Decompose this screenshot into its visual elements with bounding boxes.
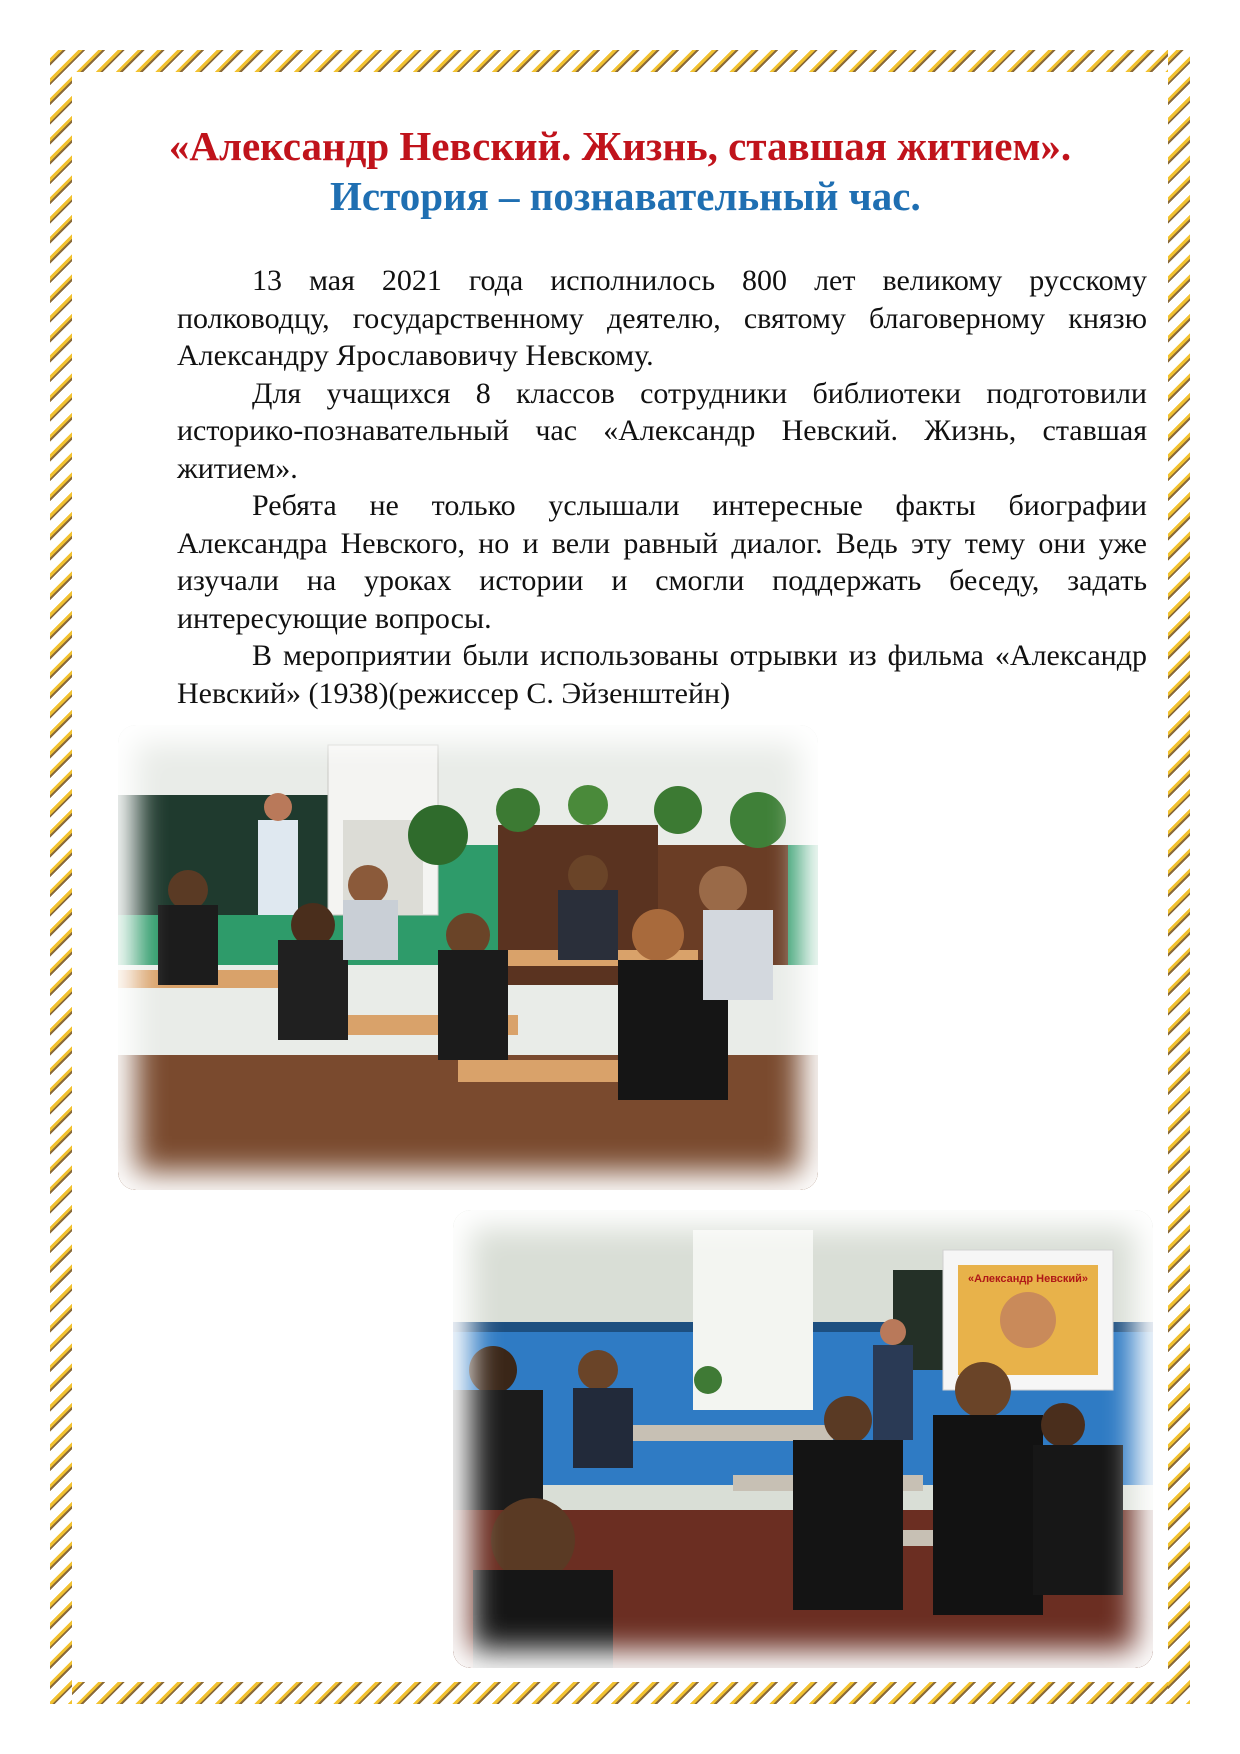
screen-title-text: «Александр Невский» <box>968 1273 1088 1285</box>
paragraph-2: Для учащихся 8 классов сотрудники библиотеки подготовили историко-познавательный час «Александр Невский. Жизнь, ставшая житием». <box>177 376 1147 485</box>
pencil-border-left <box>50 50 72 1704</box>
page-subtitle: История – познавательный час. <box>330 173 921 219</box>
page-title: «Александр Невский. Жизнь, ставшая житием». <box>168 123 1072 169</box>
paragraph-3: Ребята не только услышали интересные факты биографии Александра Невского, но и вели равный диалог. Ведь эту тему они уже изучали на уроках истории и смогли поддержать беседу, задать интересующие вопросы. <box>177 489 1147 635</box>
paragraph-1: 13 мая 2021 года исполнилось 800 лет великому русскому полководцу, государственному деятелю, святому благоверному князю Александру Ярославовичу Невскому. <box>177 264 1147 372</box>
pencil-border-bottom <box>50 1682 1190 1704</box>
article-body <box>177 262 1147 712</box>
classroom-photo-1 <box>118 725 818 1190</box>
pencil-border-right <box>1168 50 1190 1704</box>
paragraph-4: В мероприятии были использованы отрывки из фильма «Александр Невский» (1938)(режиссер С. Эйзенштейн) <box>177 639 1147 710</box>
classroom-photo-2 <box>453 1210 1153 1668</box>
pencil-border-top <box>50 50 1190 72</box>
